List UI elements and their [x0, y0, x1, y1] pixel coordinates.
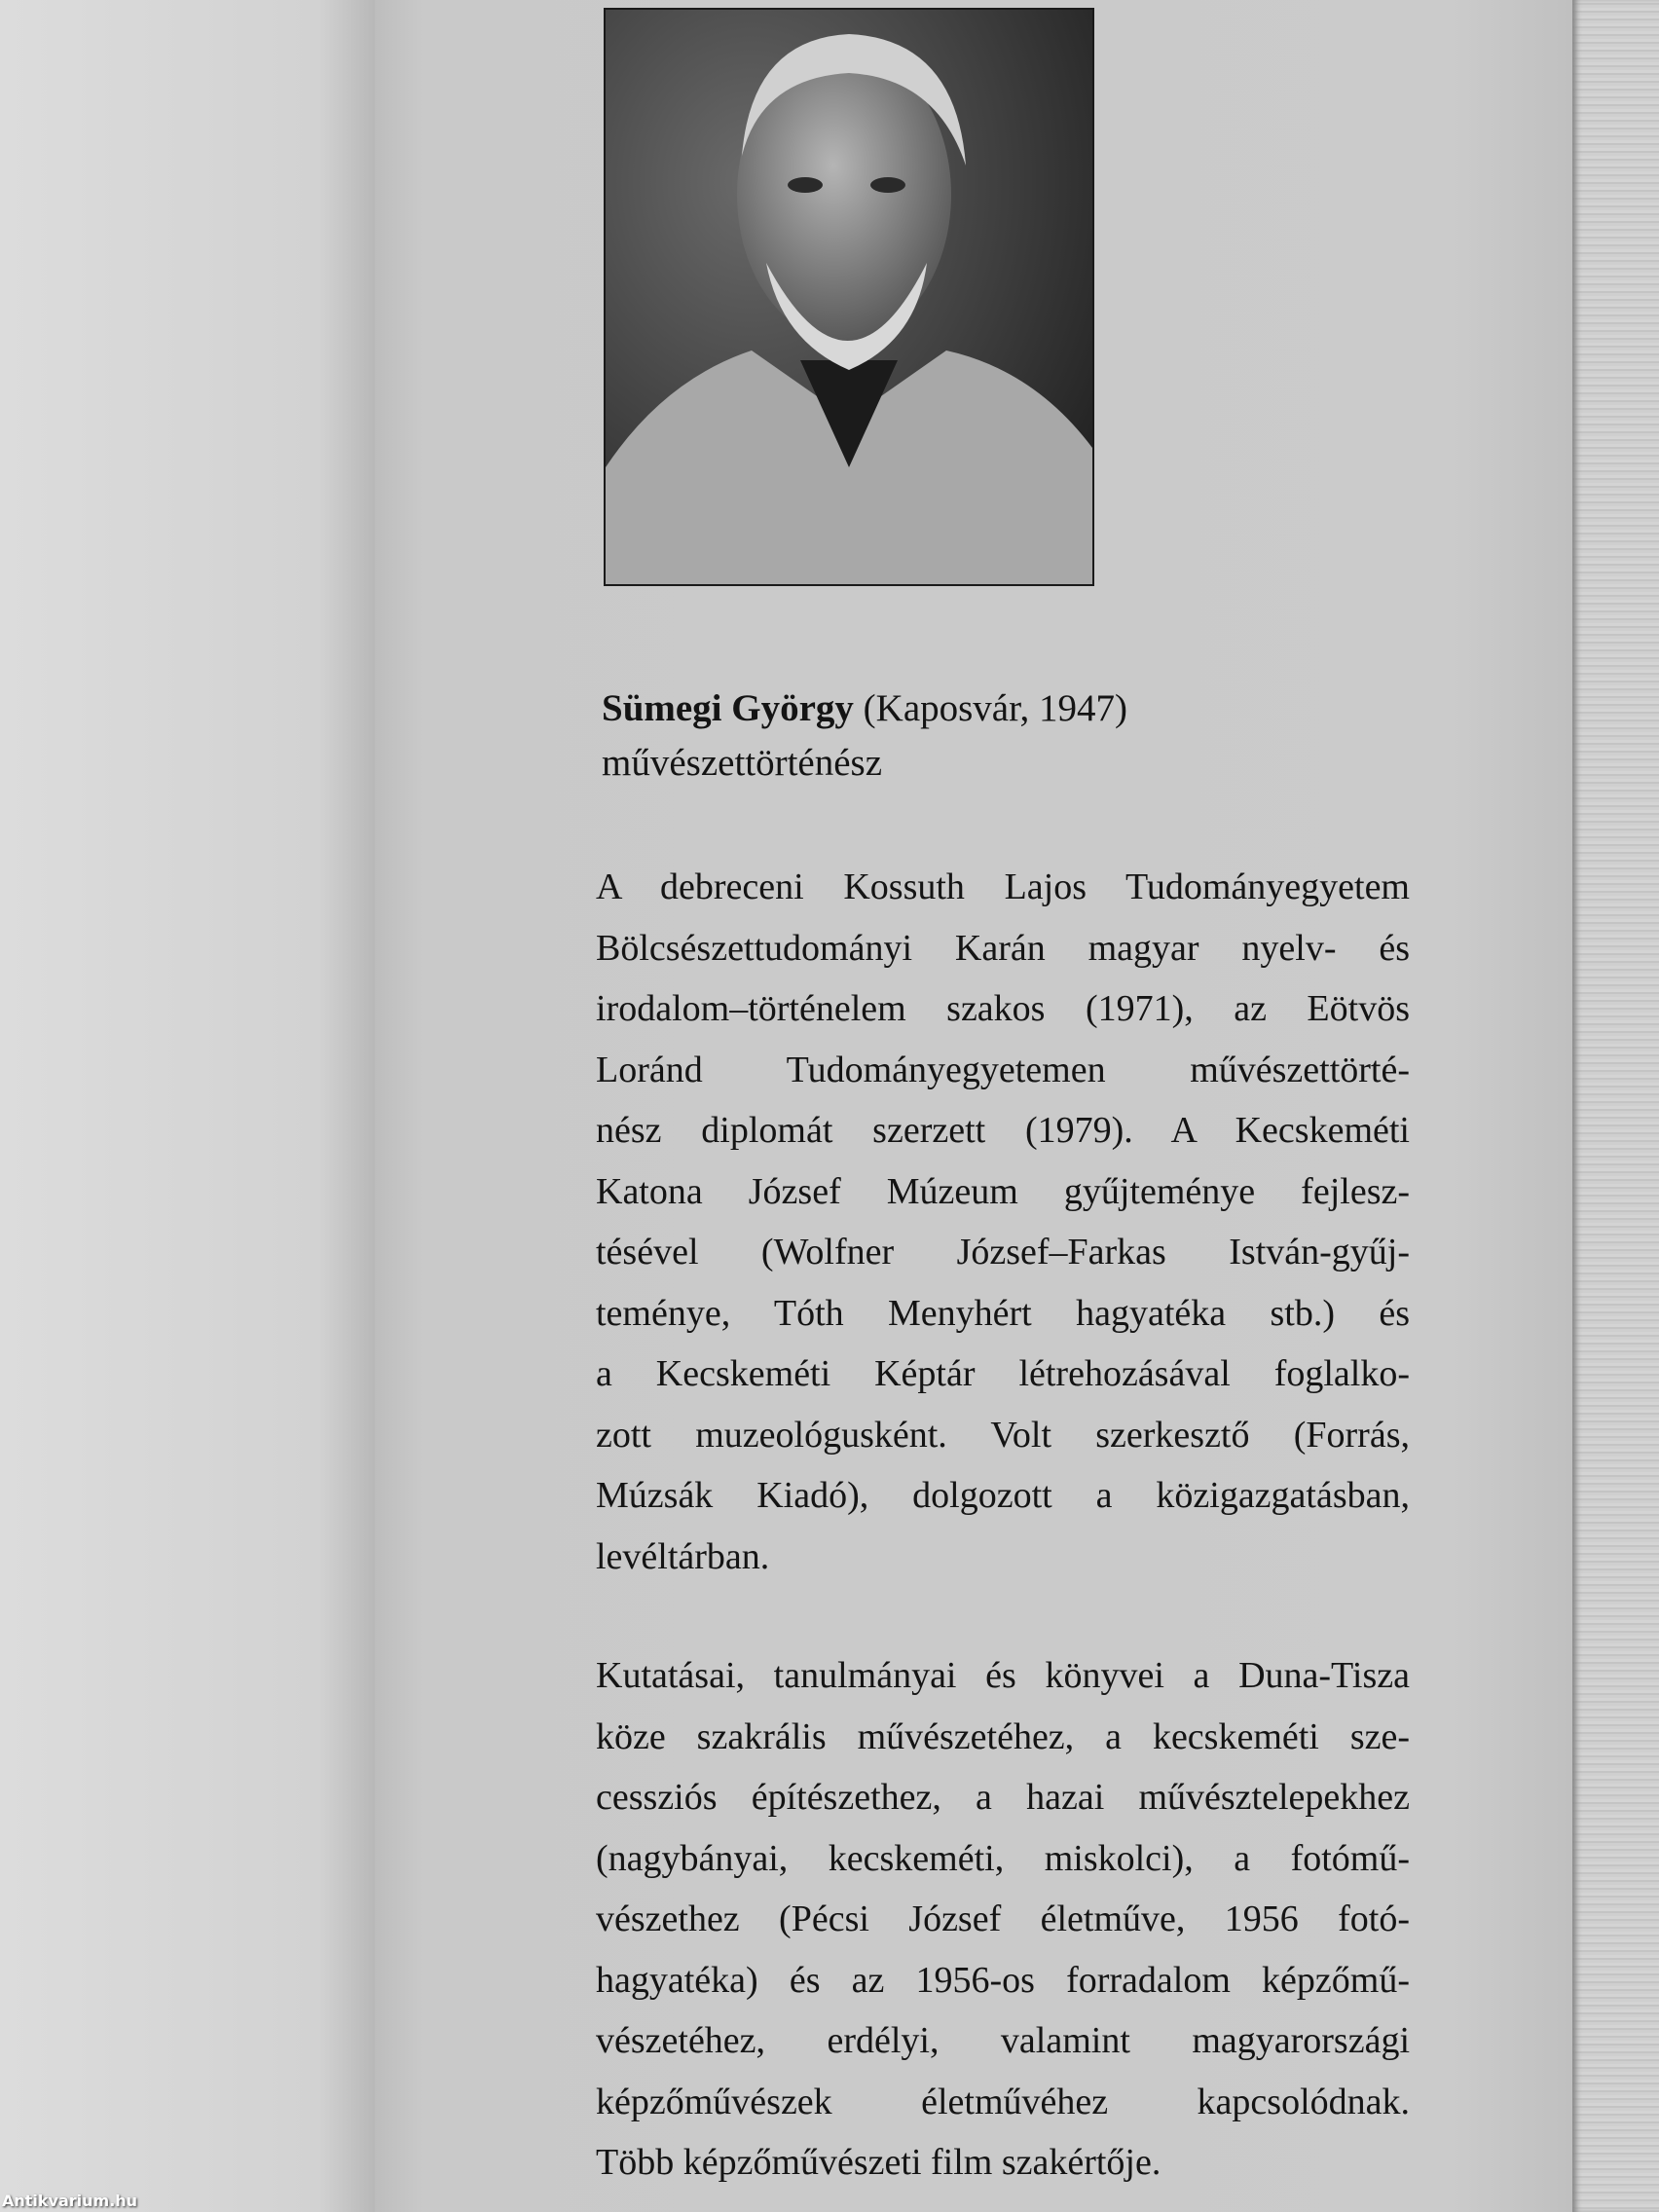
author-name: Sümegi György — [602, 687, 854, 729]
author-portrait — [604, 8, 1094, 586]
bio-paragraph-2 — [596, 1645, 1410, 2194]
text-line: cessziós építészethez, a hazai művésztelepekhez — [596, 1777, 1410, 1818]
text-line: irodalom–történelem szakos (1971), az Eötvös — [596, 988, 1410, 1029]
watermark: Antikvarium.hu — [2, 2192, 138, 2210]
text-line: a Kecskeméti Képtár létrehozásával foglalko- — [596, 1353, 1410, 1394]
text-line: Bölcsészettudományi Karán magyar nyelv- és — [596, 927, 1410, 969]
page-edge — [1572, 0, 1659, 2212]
author-profession: művészettörténész — [602, 742, 883, 784]
text-line: képzőművészek életművéhez kapcsolódnak. — [596, 2081, 1410, 2122]
author-birth: (Kaposvár, 1947) — [863, 687, 1128, 729]
text-line: Loránd Tudományegyetemen művészettörté- — [596, 1049, 1410, 1090]
text-line: zott muzeológusként. Volt szerkesztő (Forrás, — [596, 1414, 1410, 1456]
left-page — [0, 0, 375, 2212]
text-line: vészetéhez, erdélyi, valamint magyarországi — [596, 2020, 1410, 2061]
text-line: Múzsák Kiadó), dolgozott a közigazgatásban, — [596, 1475, 1410, 1516]
text-line: levéltárban. — [596, 1535, 770, 1577]
text-line: Kutatásai, tanulmányai és könyvei a Duna-Tisza — [596, 1655, 1410, 1696]
text-line: hagyatéka) és az 1956-os forradalom képzőmű- — [596, 1959, 1410, 2001]
text-line: köze szakrális művészetéhez, a kecskeméti sze- — [596, 1715, 1410, 1757]
text-line: Több képzőművészeti film szakértője. — [596, 2142, 1161, 2183]
text-line: nész diplomát szerzett (1979). A Kecskeméti — [596, 1110, 1410, 1151]
text-line: tésével (Wolfner József–Farkas István-gyűj- — [596, 1232, 1410, 1272]
bio-paragraph-1 — [596, 857, 1410, 1587]
text-line: vészethez (Pécsi József életműve, 1956 fotó- — [596, 1899, 1410, 1939]
text-line: teménye, Tóth Menyhért hagyatéka stb.) és — [596, 1292, 1410, 1334]
text-line: (nagybányai, kecskeméti, miskolci), a fotómű- — [596, 1837, 1410, 1879]
text-line: A debreceni Kossuth Lajos Tudományegyetem — [596, 866, 1410, 907]
author-heading — [602, 682, 1127, 791]
text-line: Katona József Múzeum gyűjteménye fejlesz- — [596, 1170, 1410, 1212]
